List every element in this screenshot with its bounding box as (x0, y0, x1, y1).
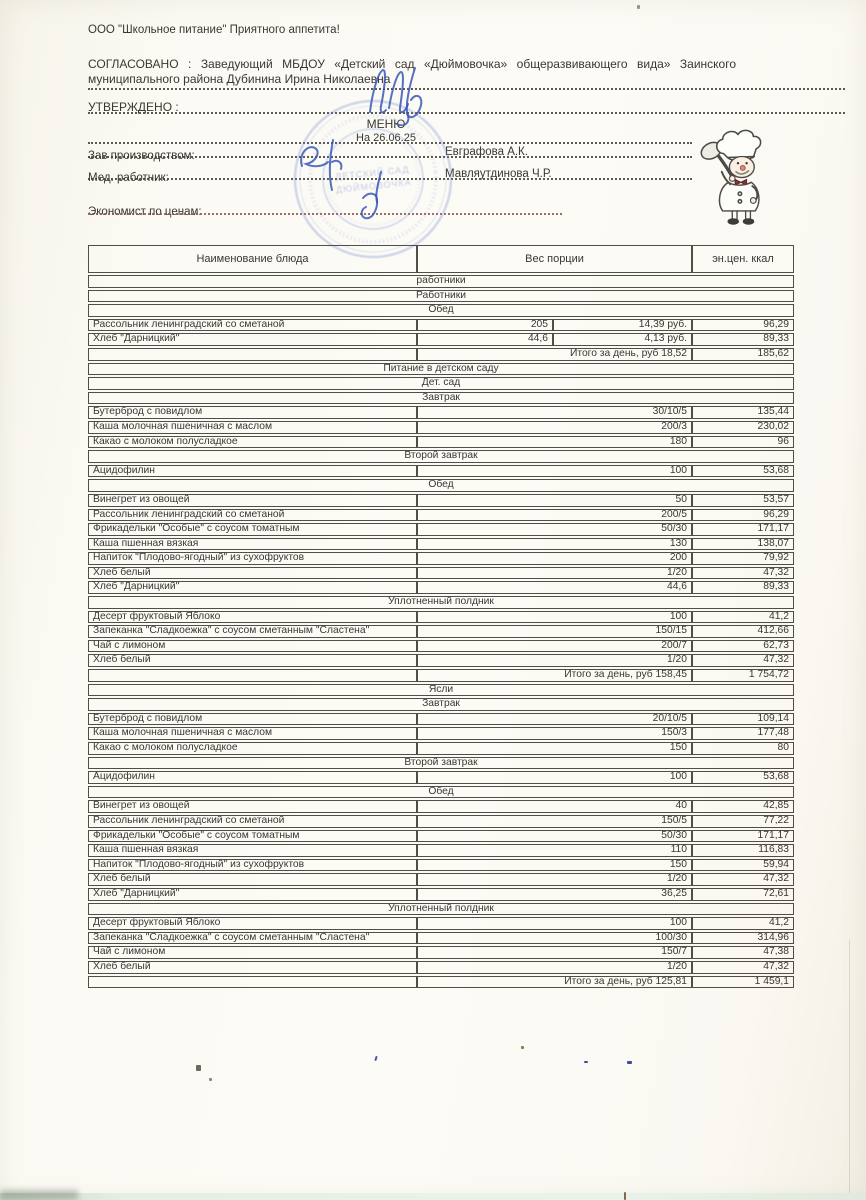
chef-mascot-icon (695, 127, 781, 229)
dish-row (88, 873, 794, 886)
energy-kcal-cell: 177,48 (692, 727, 794, 740)
portion-weight-cell: 130 (417, 538, 692, 551)
dish-row (88, 567, 794, 580)
section-row (88, 363, 794, 376)
dish-row (88, 538, 794, 551)
section-label-cell: Ясли (88, 684, 794, 697)
total-row (88, 348, 794, 361)
energy-kcal-cell: 42,85 (692, 800, 794, 813)
portion-weight-cell: 20/10/5 (417, 713, 692, 726)
energy-kcal-cell: 80 (692, 742, 794, 755)
section-row (88, 757, 794, 770)
scan-speck (521, 1046, 524, 1049)
portion-weight-cell: 1/20 (417, 567, 692, 580)
signer-label: Зав производством: (88, 150, 195, 162)
scan-speck (637, 5, 640, 9)
section-row (88, 450, 794, 463)
dish-name-cell: Какао с молоком полусладкое (88, 436, 417, 449)
signer-name: Евграфова А.К. (445, 146, 528, 158)
portion-weight-cell: 150/3 (417, 727, 692, 740)
scan-speck (624, 1192, 626, 1200)
dish-name-cell: Бутерброд с повидлом (88, 713, 417, 726)
energy-kcal-cell: 314,96 (692, 932, 794, 945)
dish-name-cell: Ацидофилин (88, 771, 417, 784)
dish-row (88, 552, 794, 565)
section-label-cell: Второй завтрак (88, 757, 794, 770)
scan-speck (196, 1065, 201, 1071)
signature-medical-worker (350, 166, 402, 226)
dish-row (88, 742, 794, 755)
dish-row (88, 917, 794, 930)
section-label-cell: Завтрак (88, 698, 794, 711)
total-row (88, 976, 794, 989)
dish-name-cell: Чай с лимоном (88, 946, 417, 959)
daily-total-label-cell: Итого за день, руб 158,45 (417, 669, 692, 682)
dish-row (88, 523, 794, 536)
dish-name-cell: Винегрет из овощей (88, 494, 417, 507)
dish-row (88, 421, 794, 434)
dish-row (88, 465, 794, 478)
dish-row (88, 888, 794, 901)
energy-kcal-cell: 59,94 (692, 859, 794, 872)
daily-total-kcal-cell: 185,62 (692, 348, 794, 361)
portion-weight-cell: 100/30 (417, 932, 692, 945)
stamp-text-line2: ДЮЙМОВОЧКА (335, 177, 412, 195)
portion-weight-cell: 100 (417, 917, 692, 930)
section-row (88, 392, 794, 405)
portion-weight-cell: 200/7 (417, 640, 692, 653)
dish-row (88, 727, 794, 740)
dish-row (88, 436, 794, 449)
energy-kcal-cell: 89,33 (692, 333, 794, 346)
portion-weight-cell: 40 (417, 800, 692, 813)
dish-name-cell: Напиток "Плодово-ягодный" из сухофруктов (88, 552, 417, 565)
section-label-cell: Обед (88, 479, 794, 492)
dish-row (88, 333, 794, 346)
ink-speck (584, 1061, 588, 1063)
dish-row (88, 611, 794, 624)
energy-kcal-cell: 53,68 (692, 771, 794, 784)
energy-kcal-cell: 171,17 (692, 830, 794, 843)
portion-price-cell: 14,39 руб. (553, 319, 692, 332)
dish-name-cell: Хлеб "Дарницкий" (88, 581, 417, 594)
daily-total-kcal-cell: 1 459,1 (692, 976, 794, 989)
section-row (88, 596, 794, 609)
dish-row (88, 509, 794, 522)
menu-table (88, 243, 794, 990)
portion-weight-cell: 150 (417, 859, 692, 872)
dish-row (88, 946, 794, 959)
dish-row (88, 815, 794, 828)
portion-weight-cell: 100 (417, 465, 692, 478)
section-label-cell: Обед (88, 304, 794, 317)
energy-kcal-cell: 47,32 (692, 654, 794, 667)
approved-label: УТВЕРЖДЕНО : (88, 100, 179, 114)
dish-name-cell: Рассольник ленинградский со сметаной (88, 815, 417, 828)
dish-name-cell: Десерт фруктовый Яблоко (88, 917, 417, 930)
dish-name-cell: Хлеб белый (88, 654, 417, 667)
scan-edge-line (849, 940, 850, 1195)
energy-kcal-cell: 53,68 (692, 465, 794, 478)
signer-name: Мавляутдинова Ч.Р. (445, 168, 552, 180)
menu-date: На 26.06.25 (356, 132, 416, 144)
dish-row (88, 932, 794, 945)
dish-name-cell: Хлеб белый (88, 567, 417, 580)
col-header-energy-kcal: эн.цен. ккал (692, 245, 794, 273)
section-row (88, 304, 794, 317)
dish-row (88, 800, 794, 813)
energy-kcal-cell: 96,29 (692, 319, 794, 332)
dish-name-cell: Хлеб "Дарницкий" (88, 333, 417, 346)
dish-name-cell: Запеканка "Сладкоежка" с соусом сметанным "Сластена" (88, 625, 417, 638)
dish-name-cell: Бутерброд с повидлом (88, 406, 417, 419)
signature-director (360, 60, 450, 126)
section-label-cell: Уплотненный полдник (88, 903, 794, 916)
portion-weight-cell: 150/7 (417, 946, 692, 959)
portion-weight-cell: 200/5 (417, 509, 692, 522)
signer-label: Экономист по ценам: (88, 206, 202, 218)
dish-row (88, 771, 794, 784)
dish-row (88, 713, 794, 726)
section-label-cell: Уплотненный полдник (88, 596, 794, 609)
col-header-portion-weight: Вес порции (417, 245, 692, 273)
energy-kcal-cell: 47,32 (692, 961, 794, 974)
dish-name-cell: Напиток "Плодово-ягодный" из сухофруктов (88, 859, 417, 872)
dish-row (88, 859, 794, 872)
section-label-cell: Дет. сад (88, 377, 794, 390)
energy-kcal-cell: 109,14 (692, 713, 794, 726)
energy-kcal-cell: 72,61 (692, 888, 794, 901)
section-label-cell: Питание в детском саду (88, 363, 794, 376)
dish-name-cell: Ацидофилин (88, 465, 417, 478)
dish-row (88, 494, 794, 507)
daily-total-label-cell: Итого за день, руб 18,52 (417, 348, 692, 361)
daily-total-kcal-cell: 1 754,72 (692, 669, 794, 682)
dish-row (88, 625, 794, 638)
dish-row (88, 654, 794, 667)
portion-weight-cell: 1/20 (417, 961, 692, 974)
energy-kcal-cell: 77,22 (692, 815, 794, 828)
energy-kcal-cell: 53,57 (692, 494, 794, 507)
portion-weight-cell: 50 (417, 494, 692, 507)
section-label-cell: работники (88, 275, 794, 288)
energy-kcal-cell: 230,02 (692, 421, 794, 434)
scan-corner-smudge (0, 1190, 78, 1200)
energy-kcal-cell: 47,32 (692, 567, 794, 580)
section-row (88, 786, 794, 799)
section-row (88, 684, 794, 697)
dish-name-cell: Каша молочная пшеничная с маслом (88, 727, 417, 740)
portion-weight-cell: 30/10/5 (417, 406, 692, 419)
section-label-cell: Второй завтрак (88, 450, 794, 463)
empty-cell (88, 976, 417, 989)
dish-name-cell: Рассольник ленинградский со сметаной (88, 319, 417, 332)
energy-kcal-cell: 116,83 (692, 844, 794, 857)
energy-kcal-cell: 79,92 (692, 552, 794, 565)
empty-cell (88, 348, 417, 361)
daily-total-label-cell: Итого за день, руб 125,81 (417, 976, 692, 989)
dish-name-cell: Рассольник ленинградский со сметаной (88, 509, 417, 522)
stamp-text-line1: ДЕТСКИЙ САД (334, 164, 410, 182)
dish-row (88, 830, 794, 843)
energy-kcal-cell: 41,2 (692, 917, 794, 930)
agreed-label: СОГЛАСОВАНО : (88, 57, 192, 71)
dish-name-cell: Хлеб "Дарницкий" (88, 888, 417, 901)
portion-weight-cell: 205 (417, 319, 553, 332)
energy-kcal-cell: 96 (692, 436, 794, 449)
signer-label: Мед. работник: (88, 172, 169, 184)
section-row (88, 479, 794, 492)
dish-row (88, 406, 794, 419)
total-row (88, 669, 794, 682)
dish-name-cell: Какао с молоком полусладкое (88, 742, 417, 755)
portion-weight-cell: 110 (417, 844, 692, 857)
energy-kcal-cell: 41,2 (692, 611, 794, 624)
portion-weight-cell: 150/5 (417, 815, 692, 828)
section-row (88, 275, 794, 288)
dish-name-cell: Каша пшенная вязкая (88, 538, 417, 551)
portion-weight-cell: 100 (417, 611, 692, 624)
dish-row (88, 319, 794, 332)
signature-production-manager (288, 134, 350, 196)
energy-kcal-cell: 47,38 (692, 946, 794, 959)
section-row (88, 377, 794, 390)
scan-bottom-edge (0, 1193, 866, 1200)
energy-kcal-cell: 96,29 (692, 509, 794, 522)
portion-weight-cell: 200 (417, 552, 692, 565)
dish-name-cell: Фрикадельки "Особые" с соусом томатным (88, 830, 417, 843)
energy-kcal-cell: 138,07 (692, 538, 794, 551)
energy-kcal-cell: 47,32 (692, 873, 794, 886)
energy-kcal-cell: 171,17 (692, 523, 794, 536)
section-label-cell: Завтрак (88, 392, 794, 405)
portion-weight-cell: 150/15 (417, 625, 692, 638)
portion-weight-cell: 100 (417, 771, 692, 784)
portion-weight-cell: 36,25 (417, 888, 692, 901)
dish-name-cell: Винегрет из овощей (88, 800, 417, 813)
section-label-cell: Обед (88, 786, 794, 799)
dish-name-cell: Фрикадельки "Особые" с соусом томатным (88, 523, 417, 536)
dish-row (88, 640, 794, 653)
portion-weight-cell: 44,6 (417, 333, 553, 346)
dish-name-cell: Запеканка "Сладкоежка" с соусом сметанным "Сластена" (88, 932, 417, 945)
dotted-rule (88, 88, 845, 90)
portion-weight-cell: 150 (417, 742, 692, 755)
portion-price-cell: 4,13 руб. (553, 333, 692, 346)
dish-name-cell: Каша молочная пшеничная с маслом (88, 421, 417, 434)
dish-name-cell: Чай с лимоном (88, 640, 417, 653)
portion-weight-cell: 50/30 (417, 830, 692, 843)
portion-weight-cell: 200/3 (417, 421, 692, 434)
dotted-rule (88, 112, 845, 114)
dish-name-cell: Хлеб белый (88, 961, 417, 974)
energy-kcal-cell: 62,73 (692, 640, 794, 653)
dish-name-cell: Каша пшенная вязкая (88, 844, 417, 857)
dish-row (88, 581, 794, 594)
section-row (88, 290, 794, 303)
energy-kcal-cell: 412,66 (692, 625, 794, 638)
portion-weight-cell: 180 (417, 436, 692, 449)
section-row (88, 903, 794, 916)
portion-weight-cell: 1/20 (417, 654, 692, 667)
menu-table-body (88, 275, 794, 988)
agreed-text: Заведующий МБДОУ «Детский сад «Дюймовочка» общеразвивающего вида» Заинского муниципального района Дубинина Ирина Николаевна (88, 57, 736, 86)
ink-speck (627, 1061, 632, 1064)
portion-weight-cell: 44,6 (417, 581, 692, 594)
section-row (88, 698, 794, 711)
energy-kcal-cell: 89,33 (692, 581, 794, 594)
table-header-row (88, 245, 794, 273)
ink-speck (374, 1056, 377, 1061)
dish-name-cell: Десерт фруктовый Яблоко (88, 611, 417, 624)
dish-row (88, 961, 794, 974)
empty-cell (88, 669, 417, 682)
menu-title: МЕНЮ (366, 117, 406, 131)
portion-weight-cell: 1/20 (417, 873, 692, 886)
portion-weight-cell: 50/30 (417, 523, 692, 536)
scan-speck (209, 1078, 212, 1081)
col-header-dish-name: Наименование блюда (88, 245, 417, 273)
dish-name-cell: Хлеб белый (88, 873, 417, 886)
section-label-cell: Работники (88, 290, 794, 303)
supplier-line: ООО "Школьное питание" Приятного аппетита! (88, 24, 340, 36)
dish-row (88, 844, 794, 857)
energy-kcal-cell: 135,44 (692, 406, 794, 419)
